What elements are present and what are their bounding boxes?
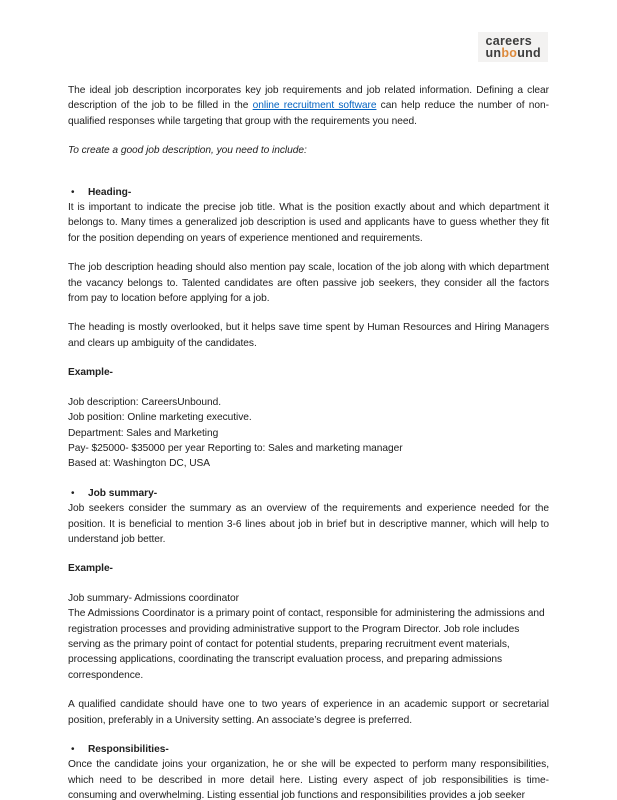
heading-paragraph-3: The heading is mostly overlooked, but it helps save time spent by Human Resources and Hiring Managers and clears up ambiguity of the candidates.	[68, 322, 549, 349]
heading-example-list	[68, 395, 549, 472]
example-line-based-at: Based at: Washington DC, USA	[68, 458, 211, 470]
header	[0, 0, 617, 62]
job-summary-example-block	[68, 591, 549, 683]
example-label-job-summary: Example-	[68, 563, 113, 575]
example-line-job-description: Job description: CareersUnbound.	[68, 396, 221, 408]
logo-unbound-prefix: un	[485, 45, 502, 60]
logo-infinity-accent: bo	[501, 45, 518, 60]
intro-paragraph	[68, 83, 549, 129]
example-line-pay: Pay- $25000- $35000 per year Reporting to: Sales and marketing manager	[68, 442, 403, 454]
bullet-icon: •	[71, 487, 75, 499]
intro-text-before-link: The ideal job description incorporates key job requirements and job related information. Defining a clear description of the job to be filled in the	[68, 85, 549, 112]
heading-paragraph-2: The job description heading should also mention pay scale, location of the job along with which department the vacancy belongs to. Talented candidates are often passive job seekers, they consider all the factors from pay to location before applying for a job.	[68, 262, 549, 305]
bullet-item-heading	[68, 185, 549, 200]
job-summary-paragraph: Job seekers consider the summary as an overview of the requirements and experience needed for the position. It is beneficial to mention 3-6 lines about job in brief but in descriptive manner, which will help to understand job better.	[68, 503, 549, 545]
bullet-item-job-summary	[68, 486, 549, 501]
careers-unbound-logo	[478, 32, 548, 62]
logo-word-careers: careers	[485, 34, 533, 48]
example-line-department: Department: Sales and Marketing	[68, 427, 219, 439]
section-title-heading: Heading-	[88, 186, 132, 198]
bullet-item-responsibilities	[68, 742, 549, 757]
logo-unbound-suffix: und	[517, 45, 541, 60]
online-recruitment-software-link[interactable]: online recruitment software	[252, 100, 377, 112]
job-summary-example-title: Job summary- Admissions coordinator	[68, 592, 239, 604]
document-body	[0, 62, 617, 800]
example-label-heading: Example-	[68, 367, 113, 379]
lead-sentence: To create a good job description, you need to include:	[68, 145, 307, 157]
section-title-responsibilities: Responsibilities-	[88, 744, 169, 755]
heading-paragraph-1: It is important to indicate the precise job title. What is the position exactly about and which department it belongs to. Many times a generalized job description is used and applicants have to guess whether they fit for the position depending on years of experience mentioned and requirements.	[68, 202, 549, 244]
logo-word-unbound	[485, 45, 541, 60]
example-line-job-position: Job position: Online marketing executive.	[68, 412, 252, 424]
intro-text-after-link: can help reduce the number of non-qualified responses while targeting that group with the requirements you need.	[68, 100, 549, 127]
responsibilities-paragraph: Once the candidate joins your organization, he or she will be expected to perform many responsibilities, which need to be described in more detail here. Listing every aspect of job responsibilities is time-consuming and overwhelming. Listing essential job functions and responsibilities provides a job seeker	[68, 759, 549, 800]
section-title-job-summary: Job summary-	[88, 487, 158, 499]
bullet-icon: •	[71, 744, 75, 755]
bullet-icon: •	[71, 186, 75, 198]
qualification-paragraph: A qualified candidate should have one to two years of experience in an academic support or secretarial position, preferably in a University setting. An associate’s degree is preferred.	[68, 699, 549, 726]
job-summary-example-paragraph: The Admissions Coordinator is a primary point of contact, responsible for administering the admissions and registration processes and providing administrative support to the Program Director. Job role includes serving as the primary point of contact for potential students, preparing recruitment event materials, processing applications, coordinating the transcript evaluation process, and preparing admissions correspondence.	[68, 608, 545, 681]
